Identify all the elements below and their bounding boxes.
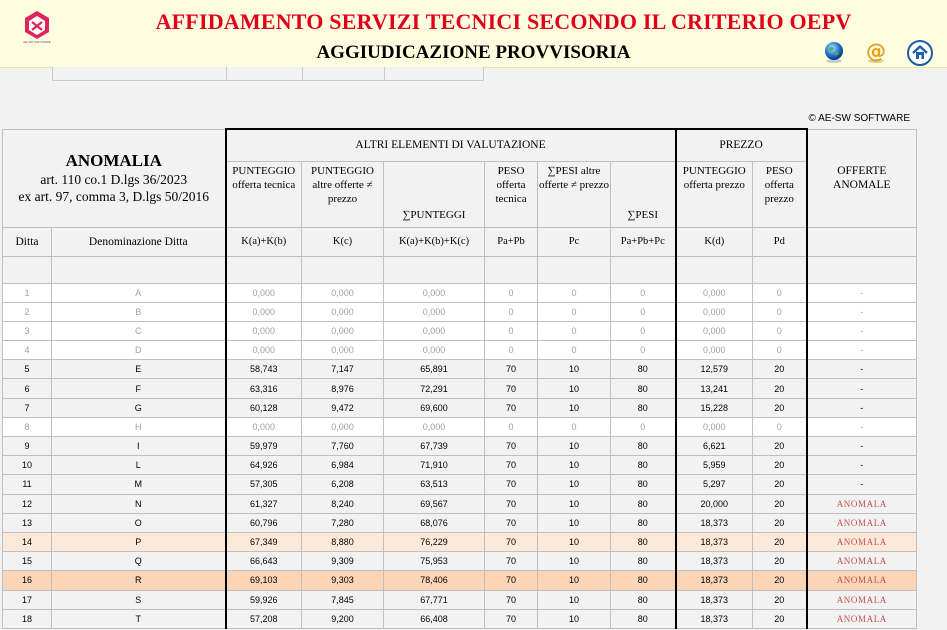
cell-sum-pesi-altre[interactable]: 10	[538, 475, 611, 494]
cell-peso-tecnica[interactable]: 70	[485, 590, 538, 609]
cell-company-name[interactable]: O	[52, 513, 226, 532]
cell-sum-punteggi[interactable]: 72,291	[384, 379, 485, 398]
cell-punteggio-tecnica[interactable]: 57,208	[226, 609, 302, 628]
cell-sum-pesi[interactable]: 80	[611, 398, 676, 417]
cell-peso-tecnica[interactable]: 0	[485, 417, 538, 436]
cell-peso-tecnica[interactable]: 70	[485, 609, 538, 628]
table-row[interactable]	[3, 283, 917, 302]
cell-sum-pesi[interactable]: 80	[611, 590, 676, 609]
cell-peso-prezzo[interactable]: 0	[753, 341, 807, 360]
cell-ditta-number[interactable]: 14	[3, 532, 52, 551]
cell-punteggio-altre[interactable]: 6,984	[302, 456, 384, 475]
unit-kc: K(c)	[302, 227, 384, 256]
cell-punteggio-prezzo[interactable]: 15,228	[676, 398, 753, 417]
cell-peso-prezzo[interactable]: 20	[753, 360, 807, 379]
cell-company-name[interactable]: C	[52, 321, 226, 340]
cell-peso-prezzo[interactable]: 20	[753, 398, 807, 417]
col-ditta: Ditta	[3, 227, 52, 256]
table-row[interactable]	[3, 590, 917, 609]
cell-punteggio-altre[interactable]: 8,976	[302, 379, 384, 398]
cell-peso-tecnica[interactable]: 70	[485, 456, 538, 475]
unit-pab: Pa+Pb	[485, 227, 538, 256]
logo-caption: AE-SW SOFTWARE	[23, 40, 51, 44]
cell-peso-prezzo[interactable]: 20	[753, 437, 807, 456]
cell-punteggio-altre[interactable]: 7,280	[302, 513, 384, 532]
group-prezzo: PREZZO	[676, 129, 807, 161]
cell-sum-pesi[interactable]: 80	[611, 437, 676, 456]
table-row[interactable]	[3, 379, 917, 398]
cell-punteggio-altre[interactable]: 9,303	[302, 571, 384, 590]
cell-peso-tecnica[interactable]: 70	[485, 494, 538, 513]
unit-pabc: Pa+Pb+Pc	[611, 227, 676, 256]
spacer-row	[3, 256, 917, 283]
cell-punteggio-tecnica[interactable]: 57,305	[226, 475, 302, 494]
cell-sum-punteggi[interactable]: 68,076	[384, 513, 485, 532]
cell-punteggio-prezzo[interactable]: 13,241	[676, 379, 753, 398]
cell-punteggio-prezzo[interactable]: 12,579	[676, 360, 753, 379]
cell-sum-pesi[interactable]: 80	[611, 571, 676, 590]
cell-punteggio-tecnica[interactable]: 60,796	[226, 513, 302, 532]
cell-anomaly-status[interactable]: -	[807, 475, 917, 494]
cell-company-name[interactable]: S	[52, 590, 226, 609]
cell-anomaly-status[interactable]: ANOMALA	[807, 590, 917, 609]
page-subtitle: AGGIUDICAZIONE PROVVISORIA	[316, 42, 631, 63]
cell-peso-tecnica[interactable]: 0	[485, 341, 538, 360]
cell-company-name[interactable]: F	[52, 379, 226, 398]
cell-ditta-number[interactable]: 5	[3, 360, 52, 379]
cell-sum-pesi-altre[interactable]: 10	[538, 360, 611, 379]
cell-peso-prezzo[interactable]: 20	[753, 494, 807, 513]
cell-sum-pesi-altre[interactable]: 10	[538, 571, 611, 590]
cell-peso-tecnica[interactable]: 0	[485, 283, 538, 302]
cell-punteggio-prezzo[interactable]: 5,959	[676, 456, 753, 475]
cell-ditta-number[interactable]: 16	[3, 571, 52, 590]
unit-pd: Pd	[753, 227, 807, 256]
cell-punteggio-altre[interactable]: 8,240	[302, 494, 384, 513]
cell-ditta-number[interactable]: 9	[3, 437, 52, 456]
cell-anomaly-status[interactable]: ANOMALA	[807, 571, 917, 590]
cell-peso-tecnica[interactable]: 0	[485, 321, 538, 340]
col-denominazione: Denominazione Ditta	[52, 227, 226, 256]
cell-punteggio-prezzo[interactable]: 5,297	[676, 475, 753, 494]
cell-punteggio-prezzo[interactable]: 0,000	[676, 283, 753, 302]
cell-peso-prezzo[interactable]: 20	[753, 456, 807, 475]
col-punteggio-tecnica: PUNTEGGIO offerta tecnica	[226, 161, 302, 227]
cell-company-name[interactable]: A	[52, 283, 226, 302]
cell-ditta-number[interactable]: 3	[3, 321, 52, 340]
cell-punteggio-tecnica[interactable]: 67,349	[226, 532, 302, 551]
cell-sum-punteggi[interactable]: 66,408	[384, 609, 485, 628]
table-row[interactable]	[3, 417, 917, 436]
cell-punteggio-tecnica[interactable]: 0,000	[226, 417, 302, 436]
col-peso-tecnica: PESO offerta tecnica	[485, 161, 538, 227]
cell-peso-tecnica[interactable]: 70	[485, 513, 538, 532]
page-title: AFFIDAMENTO SERVIZI TECNICI SECONDO IL CRITERIO OEPV	[155, 9, 852, 34]
cell-anomaly-status[interactable]: -	[807, 437, 917, 456]
cell-sum-pesi-altre[interactable]: 0	[538, 283, 611, 302]
cell-sum-punteggi[interactable]: 67,739	[384, 437, 485, 456]
cell-sum-pesi[interactable]: 80	[611, 513, 676, 532]
cell-peso-prezzo[interactable]: 20	[753, 513, 807, 532]
col-sum-punteggi: ∑PUNTEGGI	[384, 161, 485, 227]
cell-anomaly-status[interactable]: ANOMALA	[807, 552, 917, 571]
cell-peso-tecnica[interactable]: 70	[485, 475, 538, 494]
table-row[interactable]	[3, 437, 917, 456]
cell-punteggio-tecnica[interactable]: 61,327	[226, 494, 302, 513]
cell-company-name[interactable]: I	[52, 437, 226, 456]
unit-kab: K(a)+K(b)	[226, 227, 302, 256]
table-row[interactable]	[3, 321, 917, 340]
table-row[interactable]	[3, 609, 917, 628]
cell-punteggio-altre[interactable]: 9,309	[302, 552, 384, 571]
cell-sum-pesi-altre[interactable]: 10	[538, 494, 611, 513]
cell-sum-pesi-altre[interactable]: 10	[538, 590, 611, 609]
unit-pc: Pc	[538, 227, 611, 256]
cell-company-name[interactable]: H	[52, 417, 226, 436]
cell-peso-prezzo[interactable]: 20	[753, 571, 807, 590]
cell-anomaly-status[interactable]: ANOMALA	[807, 494, 917, 513]
cell-ditta-number[interactable]: 6	[3, 379, 52, 398]
cell-anomaly-status[interactable]: -	[807, 379, 917, 398]
cell-sum-punteggi[interactable]: 65,891	[384, 360, 485, 379]
anomalia-header	[3, 129, 226, 227]
cell-sum-pesi[interactable]: 0	[611, 341, 676, 360]
cell-peso-prezzo[interactable]: 20	[753, 552, 807, 571]
cell-anomaly-status[interactable]: -	[807, 456, 917, 475]
cell-punteggio-tecnica[interactable]: 60,128	[226, 398, 302, 417]
cell-punteggio-altre[interactable]: 0,000	[302, 283, 384, 302]
cell-sum-pesi[interactable]: 80	[611, 532, 676, 551]
cell-sum-pesi-altre[interactable]: 10	[538, 398, 611, 417]
cell-sum-pesi-altre[interactable]: 10	[538, 532, 611, 551]
cell-ditta-number[interactable]: 15	[3, 552, 52, 571]
cell-sum-pesi-altre[interactable]: 10	[538, 513, 611, 532]
anomaly-table	[2, 128, 917, 629]
cell-peso-prezzo[interactable]: 20	[753, 590, 807, 609]
cell-ditta-number[interactable]: 4	[3, 341, 52, 360]
cell-punteggio-tecnica[interactable]: 59,926	[226, 590, 302, 609]
cell-sum-punteggi[interactable]: 69,567	[384, 494, 485, 513]
table-row[interactable]	[3, 513, 917, 532]
cell-ditta-number[interactable]: 11	[3, 475, 52, 494]
cell-company-name[interactable]: M	[52, 475, 226, 494]
cell-anomaly-status[interactable]: -	[807, 321, 917, 340]
cell-punteggio-tecnica[interactable]: 0,000	[226, 302, 302, 321]
cell-punteggio-prezzo[interactable]: 0,000	[676, 302, 753, 321]
cell-company-name[interactable]: P	[52, 532, 226, 551]
table-row[interactable]	[3, 552, 917, 571]
anomalia-title: ANOMALIA	[65, 151, 162, 170]
cell-peso-prezzo[interactable]: 0	[753, 283, 807, 302]
cell-sum-pesi[interactable]: 80	[611, 609, 676, 628]
cell-punteggio-altre[interactable]: 9,200	[302, 609, 384, 628]
cell-peso-tecnica[interactable]: 0	[485, 302, 538, 321]
cell-sum-punteggi[interactable]: 63,513	[384, 475, 485, 494]
cell-punteggio-altre[interactable]: 7,845	[302, 590, 384, 609]
cell-sum-punteggi[interactable]: 0,000	[384, 321, 485, 340]
email-icon[interactable]	[864, 40, 888, 64]
cell-punteggio-prezzo[interactable]: 0,000	[676, 341, 753, 360]
unit-kabc: K(a)+K(b)+K(c)	[384, 227, 485, 256]
table-row[interactable]	[3, 398, 917, 417]
cell-punteggio-tecnica[interactable]: 69,103	[226, 571, 302, 590]
unit-blank	[807, 227, 917, 256]
cell-punteggio-tecnica[interactable]: 0,000	[226, 283, 302, 302]
cell-peso-tecnica[interactable]: 70	[485, 398, 538, 417]
cell-sum-pesi-altre[interactable]: 10	[538, 552, 611, 571]
cell-punteggio-tecnica[interactable]: 59,979	[226, 437, 302, 456]
table-row[interactable]	[3, 532, 917, 551]
cell-punteggio-tecnica[interactable]: 63,316	[226, 379, 302, 398]
cell-punteggio-prezzo[interactable]: 18,373	[676, 552, 753, 571]
cell-sum-pesi[interactable]: 0	[611, 321, 676, 340]
cell-ditta-number[interactable]: 2	[3, 302, 52, 321]
cell-punteggio-altre[interactable]: 7,760	[302, 437, 384, 456]
cell-punteggio-altre[interactable]: 0,000	[302, 302, 384, 321]
table-row[interactable]	[3, 571, 917, 590]
cell-sum-pesi[interactable]: 0	[611, 417, 676, 436]
cell-punteggio-tecnica[interactable]: 0,000	[226, 321, 302, 340]
header-banner	[0, 0, 947, 68]
cell-sum-pesi[interactable]: 80	[611, 379, 676, 398]
cell-anomaly-status[interactable]: ANOMALA	[807, 532, 917, 551]
cell-peso-prezzo[interactable]: 20	[753, 532, 807, 551]
cell-sum-pesi-altre[interactable]: 0	[538, 417, 611, 436]
cell-peso-tecnica[interactable]: 70	[485, 379, 538, 398]
cell-anomaly-status[interactable]: ANOMALA	[807, 513, 917, 532]
cell-company-name[interactable]: T	[52, 609, 226, 628]
cell-sum-punteggi[interactable]: 76,229	[384, 532, 485, 551]
cell-company-name[interactable]: R	[52, 571, 226, 590]
cell-anomaly-status[interactable]: -	[807, 360, 917, 379]
cell-company-name[interactable]: D	[52, 341, 226, 360]
cell-peso-tecnica[interactable]: 70	[485, 571, 538, 590]
cell-sum-pesi-altre[interactable]: 10	[538, 437, 611, 456]
cell-company-name[interactable]: E	[52, 360, 226, 379]
cell-punteggio-prezzo[interactable]: 18,373	[676, 532, 753, 551]
col-sum-pesi-altre: ∑PESI altre offerte ≠ prezzo	[538, 161, 611, 227]
anomalia-law-ref: art. 110 co.1 D.lgs 36/2023	[40, 172, 188, 187]
cell-sum-pesi[interactable]: 80	[611, 494, 676, 513]
cell-sum-pesi[interactable]: 0	[611, 302, 676, 321]
cell-peso-prezzo[interactable]: 20	[753, 609, 807, 628]
cell-punteggio-tecnica[interactable]: 64,926	[226, 456, 302, 475]
cell-ditta-number[interactable]: 13	[3, 513, 52, 532]
cell-ditta-number[interactable]: 17	[3, 590, 52, 609]
cell-sum-pesi-altre[interactable]: 10	[538, 456, 611, 475]
cell-ditta-number[interactable]: 18	[3, 609, 52, 628]
cell-peso-prezzo[interactable]: 0	[753, 321, 807, 340]
cell-sum-pesi-altre[interactable]: 0	[538, 321, 611, 340]
cell-punteggio-altre[interactable]: 8,880	[302, 532, 384, 551]
cell-sum-pesi[interactable]: 0	[611, 283, 676, 302]
cell-punteggio-altre[interactable]: 6,208	[302, 475, 384, 494]
cell-anomaly-status[interactable]: -	[807, 341, 917, 360]
company-logo	[22, 10, 52, 44]
cell-ditta-number[interactable]: 1	[3, 283, 52, 302]
globe-icon[interactable]	[822, 40, 846, 64]
cell-ditta-number[interactable]: 10	[3, 456, 52, 475]
cell-company-name[interactable]: L	[52, 456, 226, 475]
col-peso-prezzo: PESO offerta prezzo	[753, 161, 807, 227]
cell-punteggio-altre[interactable]: 7,147	[302, 360, 384, 379]
cell-sum-pesi-altre[interactable]: 0	[538, 302, 611, 321]
cell-punteggio-altre[interactable]: 0,000	[302, 321, 384, 340]
table-row[interactable]	[3, 475, 917, 494]
cell-punteggio-prezzo[interactable]: 6,621	[676, 437, 753, 456]
group-offerte-anomale: OFFERTE ANOMALE	[807, 129, 917, 227]
cell-punteggio-altre[interactable]: 0,000	[302, 417, 384, 436]
home-icon[interactable]	[907, 40, 931, 64]
cell-sum-pesi[interactable]: 80	[611, 552, 676, 571]
cell-punteggio-prezzo[interactable]: 18,373	[676, 609, 753, 628]
cell-peso-prezzo[interactable]: 20	[753, 379, 807, 398]
cell-sum-pesi[interactable]: 80	[611, 456, 676, 475]
cell-peso-tecnica[interactable]: 70	[485, 437, 538, 456]
cell-peso-prezzo[interactable]: 0	[753, 302, 807, 321]
cell-company-name[interactable]: B	[52, 302, 226, 321]
table-body	[3, 283, 917, 628]
cell-ditta-number[interactable]: 12	[3, 494, 52, 513]
cell-anomaly-status[interactable]: ANOMALA	[807, 609, 917, 628]
cell-sum-pesi-altre[interactable]: 0	[538, 341, 611, 360]
cell-sum-punteggi[interactable]: 75,953	[384, 552, 485, 571]
cell-sum-punteggi[interactable]: 0,000	[384, 341, 485, 360]
table-row[interactable]	[3, 456, 917, 475]
logo-icon	[22, 10, 52, 44]
cell-peso-prezzo[interactable]: 20	[753, 475, 807, 494]
cell-punteggio-prezzo[interactable]: 18,373	[676, 590, 753, 609]
table-row[interactable]	[3, 302, 917, 321]
cell-peso-prezzo[interactable]: 0	[753, 417, 807, 436]
col-sum-pesi: ∑PESI	[611, 161, 676, 227]
cell-punteggio-prezzo[interactable]: 18,373	[676, 513, 753, 532]
cell-sum-pesi[interactable]: 80	[611, 360, 676, 379]
cell-ditta-number[interactable]: 7	[3, 398, 52, 417]
cell-sum-punteggi[interactable]: 0,000	[384, 302, 485, 321]
cell-sum-punteggi[interactable]: 0,000	[384, 283, 485, 302]
cell-punteggio-altre[interactable]: 0,000	[302, 341, 384, 360]
cell-sum-punteggi[interactable]: 78,406	[384, 571, 485, 590]
cell-peso-tecnica[interactable]: 70	[485, 360, 538, 379]
cell-sum-punteggi[interactable]: 69,600	[384, 398, 485, 417]
cell-punteggio-prezzo[interactable]: 18,373	[676, 571, 753, 590]
cell-punteggio-prezzo[interactable]: 0,000	[676, 417, 753, 436]
cell-punteggio-prezzo[interactable]: 0,000	[676, 321, 753, 340]
cell-anomaly-status[interactable]: -	[807, 417, 917, 436]
col-punteggio-altre: PUNTEGGIO altre offerte ≠ prezzo	[302, 161, 384, 227]
cell-punteggio-prezzo[interactable]: 20,000	[676, 494, 753, 513]
table-row[interactable]	[3, 360, 917, 379]
cell-anomaly-status[interactable]: -	[807, 398, 917, 417]
unit-kd: K(d)	[676, 227, 753, 256]
table-row[interactable]	[3, 494, 917, 513]
cell-company-name[interactable]: Q	[52, 552, 226, 571]
header-stub-cells	[52, 67, 484, 81]
cell-sum-pesi-altre[interactable]: 10	[538, 379, 611, 398]
cell-anomaly-status[interactable]: -	[807, 302, 917, 321]
cell-peso-tecnica[interactable]: 70	[485, 532, 538, 551]
copyright-note: © AE-SW SOFTWARE	[808, 113, 910, 124]
cell-punteggio-tecnica[interactable]: 0,000	[226, 341, 302, 360]
table-row[interactable]	[3, 341, 917, 360]
cell-company-name[interactable]: G	[52, 398, 226, 417]
cell-punteggio-tecnica[interactable]: 66,643	[226, 552, 302, 571]
cell-sum-pesi[interactable]: 80	[611, 475, 676, 494]
cell-sum-punteggi[interactable]: 0,000	[384, 417, 485, 436]
cell-peso-tecnica[interactable]: 70	[485, 552, 538, 571]
cell-anomaly-status[interactable]: -	[807, 283, 917, 302]
cell-sum-pesi-altre[interactable]: 10	[538, 609, 611, 628]
cell-punteggio-altre[interactable]: 9,472	[302, 398, 384, 417]
cell-punteggio-tecnica[interactable]: 58,743	[226, 360, 302, 379]
cell-sum-punteggi[interactable]: 71,910	[384, 456, 485, 475]
cell-ditta-number[interactable]: 8	[3, 417, 52, 436]
col-punteggio-prezzo: PUNTEGGIO offerta prezzo	[676, 161, 753, 227]
cell-company-name[interactable]: N	[52, 494, 226, 513]
cell-sum-punteggi[interactable]: 67,771	[384, 590, 485, 609]
group-altri-elementi: ALTRI ELEMENTI DI VALUTAZIONE	[226, 129, 676, 161]
svg-text:@: @	[866, 40, 886, 63]
anomalia-law-ref-old: ex art. 97, comma 3, D.lgs 50/2016	[18, 189, 209, 204]
